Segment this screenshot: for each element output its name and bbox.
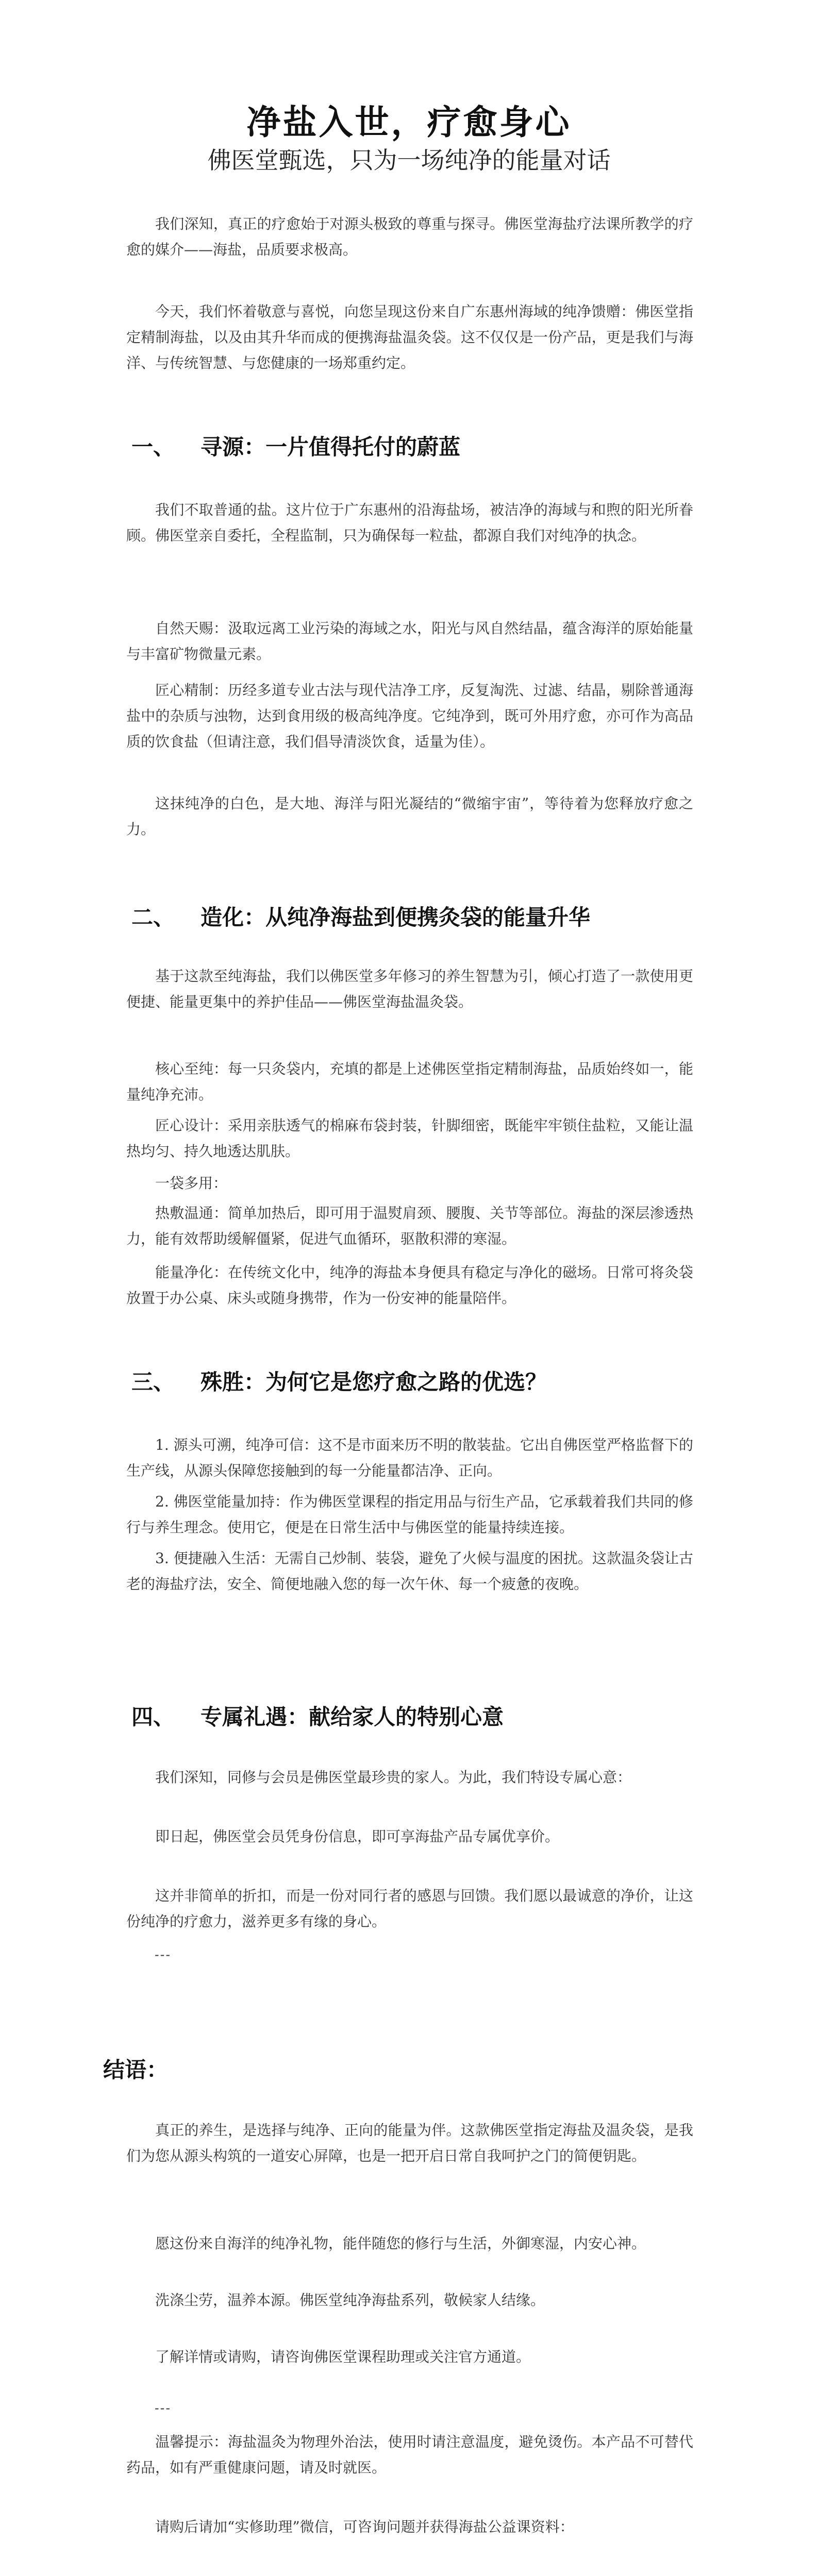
conclusion-paragraph-2: 愿这份来自海洋的纯净礼物，能伴随您的修行与生活，外御寒湿，内安心神。 [155,2235,646,2252]
section-2-paragraph-3: 匠心设计：采用亲肤透气的棉麻布袋封装，针脚细密，既能牢牢锁住盐粒，又能让温热均匀、持久地透达肌肤。 [126,1117,693,1160]
section-1-paragraph-4: 这抹纯净的白色，是大地、海洋与阳光凝结的“微缩宇宙”，等待着为您释放疗愈之力。 [126,795,693,838]
conclusion-heading: 结语： [103,2057,169,2082]
section-2-paragraph-4: 一袋多用： [155,1175,228,1192]
intro-paragraph-2: 今天，我们怀着敬意与喜悦，向您呈现这份来自广东惠州海域的纯净馈赠：佛医堂指定精制海盐，以及由其升华而成的便携海盐温灸袋。这不仅仅是一份产品，更是我们与海洋、与传统智慧、与您健康的一场郑重约定。 [126,303,693,371]
section-3-number: 三、 [131,1369,175,1395]
section-4-number: 四、 [131,1704,175,1730]
page-title: 净盐入世，疗愈身心 [246,103,572,143]
conclusion-paragraph-3: 洗涤尘劳，温养本源。佛医堂纯净海盐系列，敬候家人结缘。 [155,2292,545,2309]
section-3-paragraph-3: 3. 便捷融入生活：无需自己炒制、装袋，避免了火候与温度的困扰。这款温灸袋让古老的海盐疗法，安全、简便地融入您的每一次午休、每一个疲惫的夜晚。 [126,1550,693,1592]
page-subtitle: 佛医堂甄选，只为一场纯净的能量对话 [207,146,611,174]
conclusion-paragraph-5: 温馨提示：海盐温灸为物理外治法，使用时请注意温度，避免烫伤。本产品不可替代药品，如有严重健康问题，请及时就医。 [126,2433,693,2476]
section-3-paragraph-1: 1. 源头可溯，纯净可信：这不是市面来历不明的散装盐。它出自佛医堂严格监督下的生产线，从源头保障您接触到的每一分能量都洁净、正向。 [126,1436,693,1479]
section-3-title: 殊胜：为何它是您疗愈之路的优选？ [201,1369,547,1395]
section-2-title: 造化：从纯净海盐到便携灸袋的能量升华 [201,905,591,930]
section-3-heading [131,1365,724,1396]
conclusion-paragraph-1: 真正的养生，是选择与纯净、正向的能量为伴。这款佛医堂指定海盐及温灸袋，是我们为您从源头构筑的一道安心屏障，也是一把开启日常自我呵护之门的简便钥匙。 [126,2122,693,2164]
section-4-paragraph-3: 这并非简单的折扣，而是一份对同行者的感恩与回馈。我们愿以最诚意的净价，让这份纯净的疗愈力，滋养更多有缘的身心。 [126,1887,693,1930]
conclusion-paragraph-6: 请购后请加“实修助理”微信，可咨询问题并获得海盐公益课资料： [155,2518,574,2535]
section-4-paragraph-2: 即日起，佛医堂会员凭身份信息，即可享海盐产品专属优享价。 [155,1828,560,1845]
section-1-number: 一、 [131,434,175,460]
section-2-paragraph-2: 核心至纯：每一只灸袋内，充填的都是上述佛医堂指定精制海盐，品质始终如一，能量纯净充沛。 [126,1060,693,1103]
conclusion-paragraph-4: 了解详情或请购，请咨询佛医堂课程助理或关注官方通道。 [155,2348,531,2365]
separator-dots-2: --- [155,2401,171,2415]
section-4-title: 专属礼遇：献给家人的特别心意 [201,1704,504,1730]
section-2-paragraph-5: 热敷温通：简单加热后，即可用于温熨肩颈、腰腹、关节等部位。海盐的深层渗透热力，能有效帮助缓解僵紧，促进气血循环，驱散积滞的寒湿。 [126,1205,693,1247]
section-4-heading [131,1700,724,1731]
section-2-number: 二、 [131,905,175,930]
intro-paragraph-1: 我们深知，真正的疗愈始于对源头极致的尊重与探寻。佛医堂海盐疗法课所教学的疗愈的媒介——海盐，品质要求极高。 [126,215,693,258]
section-2-paragraph-1: 基于这款至纯海盐，我们以佛医堂多年修习的养生智慧为引，倾心打造了一款使用更便捷、能量更集中的养护佳品——佛医堂海盐温灸袋。 [126,968,693,1010]
section-4-paragraph-1: 我们深知，同修与会员是佛医堂最珍贵的家人。为此，我们特设专属心意： [155,1769,632,1786]
section-2-paragraph-6: 能量净化：在传统文化中，纯净的海盐本身便具有稳定与净化的磁场。日常可将灸袋放置于办公桌、床头或随身携带，作为一份安神的能量陪伴。 [126,1264,693,1307]
section-1-title: 寻源：一片值得托付的蔚蓝 [201,434,461,460]
section-1-paragraph-3: 匠心精制：历经多道专业古法与现代洁净工序，反复淘洗、过滤、结晶，剔除普通海盐中的杂质与浊物，达到食用级的极高纯净度。它纯净到，既可外用疗愈，亦可作为高品质的饮食盐（但请注意，我们倡导清淡饮食，适量为佳）。 [126,682,693,750]
section-2-heading [131,901,724,931]
section-1-heading [131,430,724,461]
section-3-paragraph-2: 2. 佛医堂能量加持：作为佛医堂课程的指定用品与衍生产品，它承载着我们共同的修行与养生理念。使用它，便是在日常生活中与佛医堂的能量持续连接。 [126,1493,693,1536]
section-1-paragraph-1: 我们不取普通的盐。这片位于广东惠州的沿海盐场，被洁净的海域与和煦的阳光所眷顾。佛医堂亲自委托，全程监制，只为确保每一粒盐，都源自我们对纯净的执念。 [126,501,693,544]
separator-dots-1: --- [155,1947,171,1962]
section-1-paragraph-2: 自然天赐：汲取远离工业污染的海域之水，阳光与风自然结晶，蕴含海洋的原始能量与丰富矿物微量元素。 [126,620,693,663]
